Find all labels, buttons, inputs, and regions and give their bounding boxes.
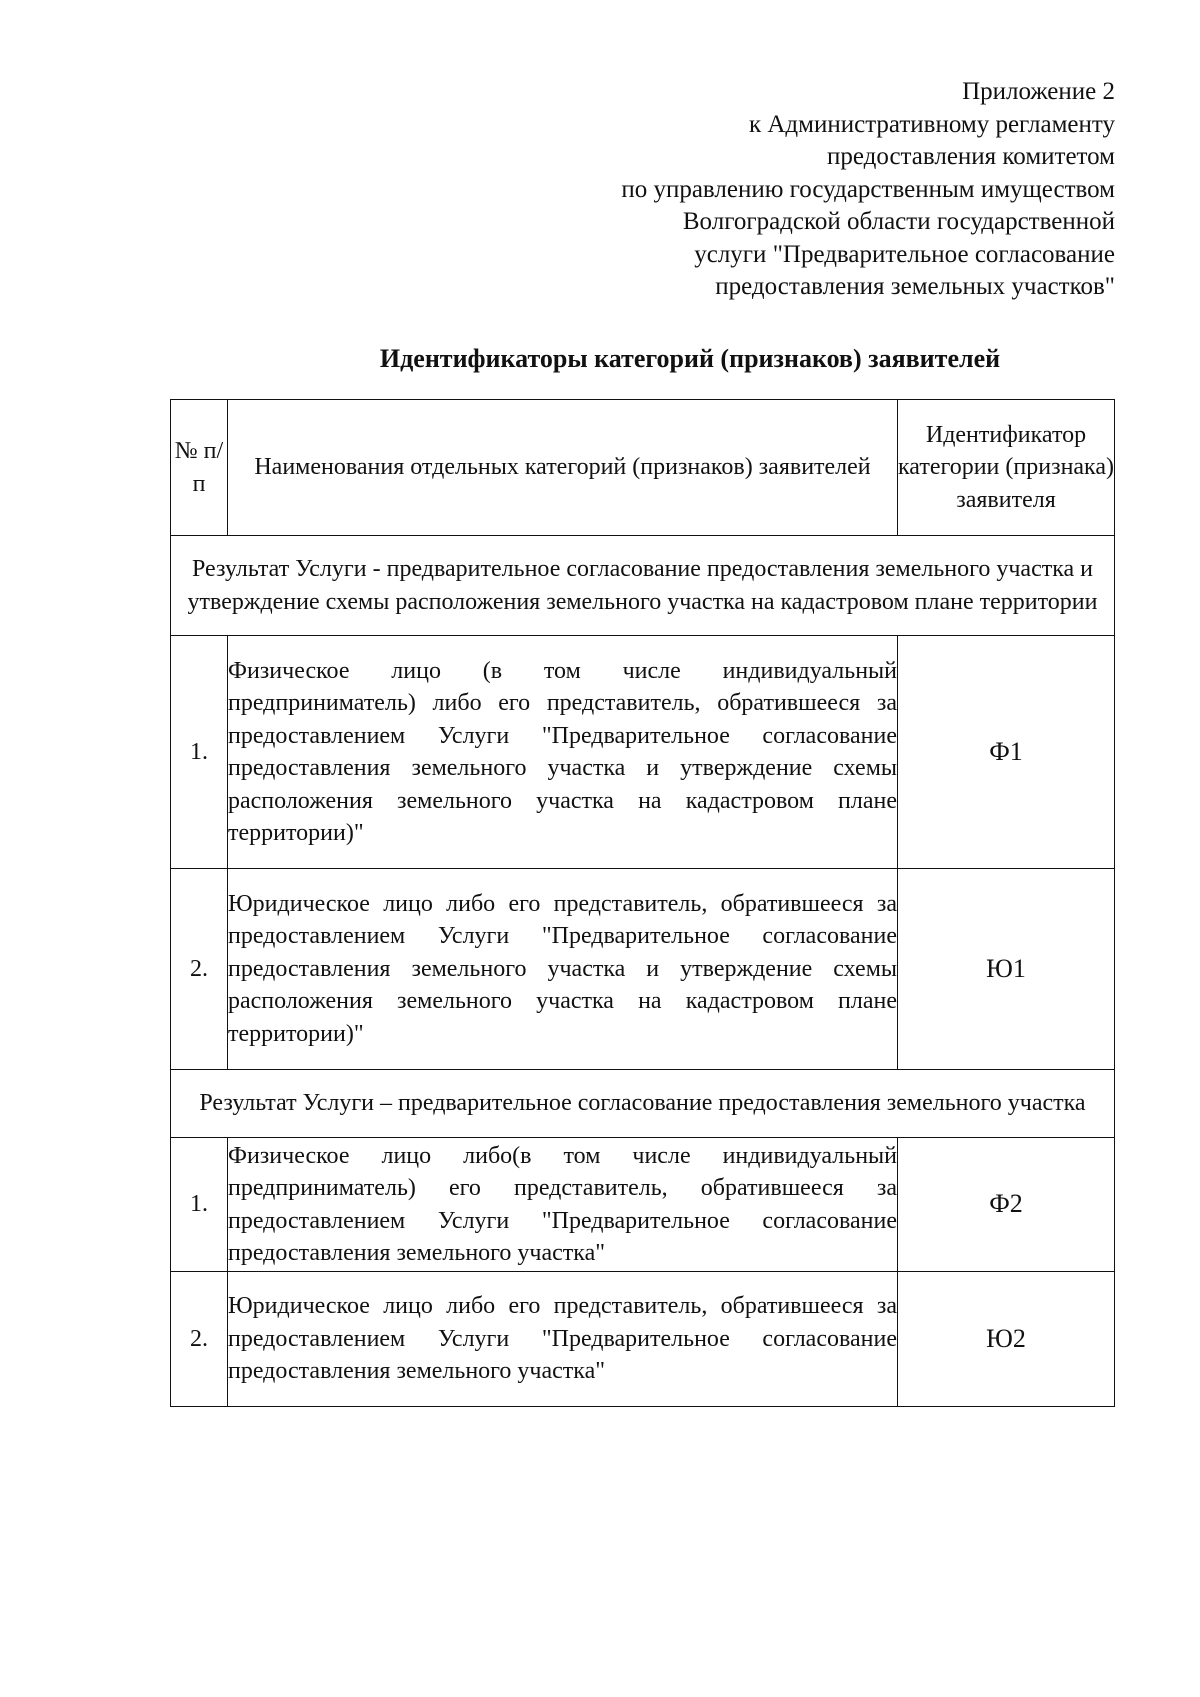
table-header-row <box>171 400 1115 536</box>
header-line: услуги "Предварительное согласование <box>694 240 1115 268</box>
identifiers-table <box>170 399 1115 1407</box>
section-title: Результат Услуги - предварительное согласование предоставления земельного участка и утверждение схемы расположения земельного участка на кадастровом плане территории <box>171 536 1115 636</box>
header-line: по управлению государственным имуществом <box>621 175 1115 203</box>
row-number: 2. <box>171 869 228 1070</box>
row-number: 1. <box>171 636 228 869</box>
category-identifier: Ю2 <box>898 1272 1115 1407</box>
column-header-number: № п/п <box>171 400 228 536</box>
document-title: Идентификаторы категорий (признаков) заявителей <box>379 344 1001 373</box>
row-number: 1. <box>171 1138 228 1272</box>
table-row <box>171 1272 1115 1407</box>
header-line: Приложение 2 <box>962 78 1115 105</box>
category-identifier: Ю1 <box>898 869 1115 1070</box>
header-line: Волгоградской области государственной <box>682 208 1115 235</box>
header-line: предоставления комитетом <box>826 143 1115 170</box>
column-header-identifier: Идентификатор категории (признака) заявителя <box>898 400 1115 536</box>
table-row <box>171 869 1115 1070</box>
row-number: 2. <box>171 1272 228 1407</box>
table-row <box>171 636 1115 869</box>
category-identifier: Ф2 <box>898 1138 1115 1272</box>
section-row <box>171 1070 1115 1138</box>
section-row <box>171 536 1115 636</box>
column-header-name: Наименования отдельных категорий (признаков) заявителей <box>228 400 898 536</box>
header-line: к Административному регламенту <box>748 110 1115 138</box>
category-identifier: Ф1 <box>898 636 1115 869</box>
applicant-category: Физическое лицо либо(в том числе индивидуальный предприниматель) его представитель, обратившееся за предоставлением Услуги "Предварительное согласование предоставления земельного участка" <box>228 1138 898 1272</box>
table-row <box>171 1138 1115 1272</box>
applicant-category: Юридическое лицо либо его представитель, обратившееся за предоставлением Услуги "Предварительное согласование предоставления земельного участка и утверждение схемы расположения земельного участка на кадастровом плане территории)" <box>228 869 898 1070</box>
appendix-header <box>475 76 1115 304</box>
header-line: предоставления земельных участков" <box>715 273 1115 300</box>
applicant-category: Юридическое лицо либо его представитель, обратившееся за предоставлением Услуги "Предварительное согласование предоставления земельного участка" <box>228 1272 898 1407</box>
applicant-category: Физическое лицо (в том числе индивидуальный предприниматель) либо его представитель, обратившееся за предоставлением Услуги "Предварительное согласование предоставления земельного участка и утверждение схемы расположения земельного участка на кадастровом плане территории)" <box>228 636 898 869</box>
section-title: Результат Услуги – предварительное согласование предоставления земельного участка <box>171 1070 1115 1138</box>
